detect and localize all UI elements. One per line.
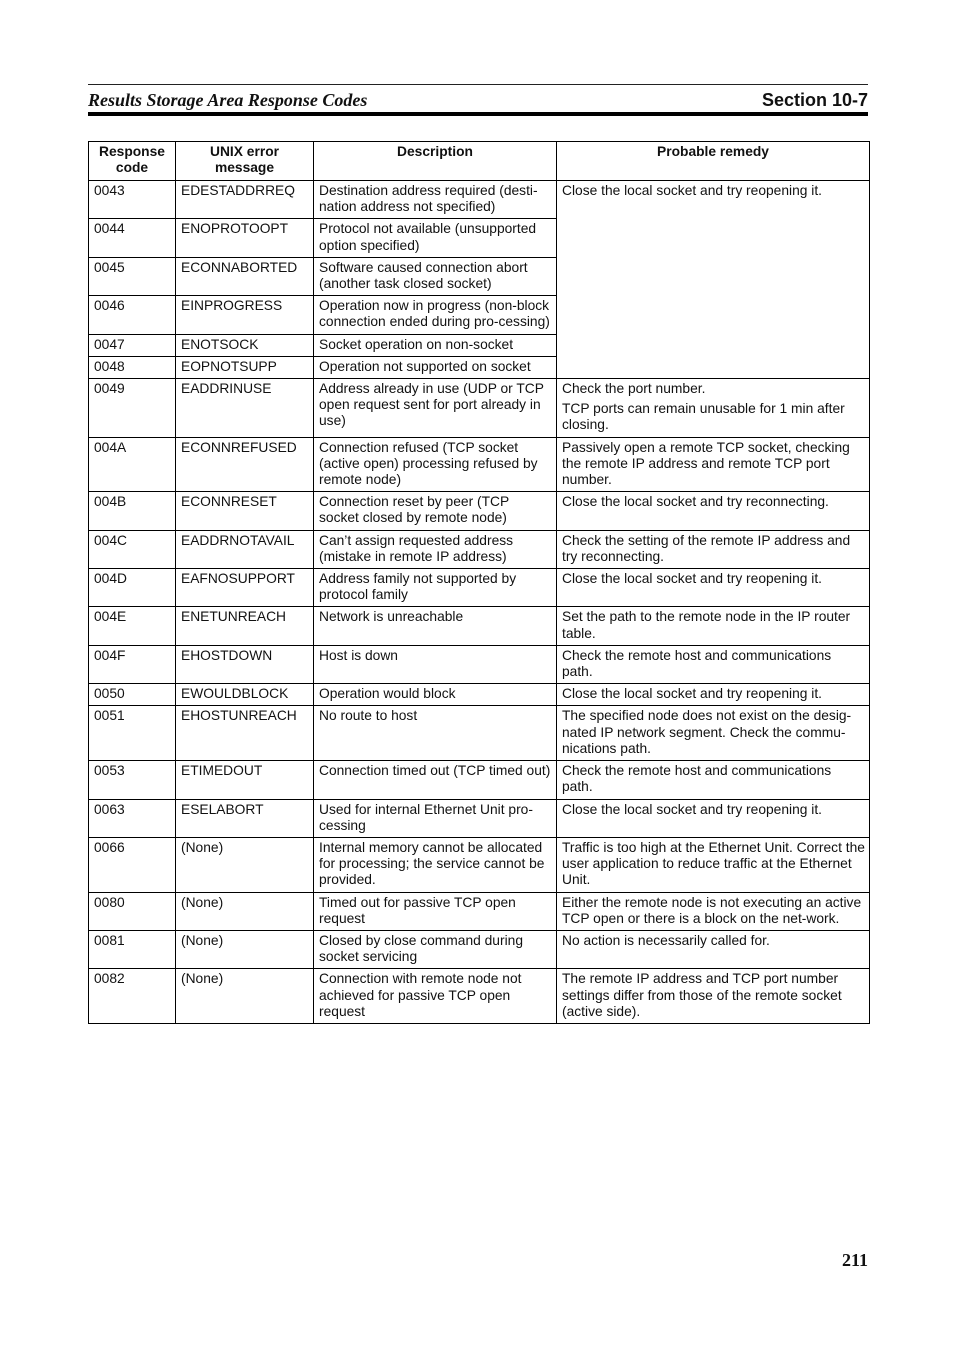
cell-description: Protocol not available (unsupported option specified) [314,219,557,257]
table-row [89,837,870,892]
cell-description: Operation not supported on socket [314,356,557,378]
cell-description: Connection with remote node not achieved for passive TCP open request [314,969,557,1024]
cell-unix: EHOSTUNREACH [176,706,314,761]
table-row [89,607,870,645]
cell-unix: ESELABORT [176,799,314,837]
cell-remedy: The remote IP address and TCP port number settings differ from those of the remote socket (active side). [557,969,870,1024]
cell-description: Destination address required (desti-nation address not specified) [314,181,557,219]
cell-remedy [557,379,870,438]
cell-unix: ECONNRESET [176,492,314,530]
cell-code: 004A [89,437,176,492]
cell-description: Network is unreachable [314,607,557,645]
cell-code: 0081 [89,930,176,968]
table-row [89,706,870,761]
table-row [89,761,870,799]
cell-unix: ENOPROTOOPT [176,219,314,257]
cell-code: 004D [89,569,176,607]
column-header-probable-remedy: Probable remedy [557,142,870,181]
cell-description: Address family not supported by protocol family [314,569,557,607]
cell-unix: (None) [176,969,314,1024]
cell-code: 0049 [89,379,176,438]
cell-remedy: Close the local socket and try reopening it. [557,799,870,837]
cell-description: Host is down [314,645,557,683]
cell-remedy: Passively open a remote TCP socket, checking the remote IP address and remote TCP port number. [557,437,870,492]
table-row [89,799,870,837]
cell-unix: EADDRNOTAVAIL [176,530,314,568]
cell-description: Connection refused (TCP socket (active open) processing refused by remote node) [314,437,557,492]
table-row [89,437,870,492]
table-row [89,379,870,438]
cell-remedy: Close the local socket and try reopening it. [557,569,870,607]
cell-description: Timed out for passive TCP open request [314,892,557,930]
cell-code: 0045 [89,257,176,295]
cell-code: 004C [89,530,176,568]
cell-code: 0043 [89,181,176,219]
table-row [89,530,870,568]
cell-description: Connection timed out (TCP timed out) [314,761,557,799]
response-codes-table [88,141,870,1024]
remedy-line: Check the port number. [562,381,706,397]
cell-unix: (None) [176,892,314,930]
cell-unix: ECONNABORTED [176,257,314,295]
cell-unix: ECONNREFUSED [176,437,314,492]
cell-code: 0082 [89,969,176,1024]
cell-unix: EADDRINUSE [176,379,314,438]
remedy-line: TCP ports can remain unusable for 1 min after closing. [562,401,845,433]
cell-remedy: Close the local socket and try reconnecting. [557,492,870,530]
cell-remedy: Check the remote host and communications path. [557,645,870,683]
cell-code: 0051 [89,706,176,761]
cell-description: Can’t assign requested address (mistake in remote IP address) [314,530,557,568]
cell-description: Internal memory cannot be allocated for processing; the service cannot be provided. [314,837,557,892]
cell-remedy: Either the remote node is not executing an active TCP open or there is a block on the net-work. [557,892,870,930]
cell-unix: ENOTSOCK [176,334,314,356]
cell-code: 0048 [89,356,176,378]
table-row [89,930,870,968]
cell-code: 0080 [89,892,176,930]
cell-unix: ETIMEDOUT [176,761,314,799]
table-row [89,892,870,930]
cell-remedy: The specified node does not exist on the desig-nated IP network segment. Check the commu-nications path. [557,706,870,761]
cell-remedy: Traffic is too high at the Ethernet Unit. Correct the user application to reduce traffic at the Ethernet Unit. [557,837,870,892]
running-header-title: Results Storage Area Response Codes [88,90,368,110]
cell-unix: ENETUNREACH [176,607,314,645]
cell-description: Used for internal Ethernet Unit pro-cessing [314,799,557,837]
cell-unix: (None) [176,930,314,968]
header-rule [88,112,868,116]
table-row [89,492,870,530]
cell-code: 0046 [89,296,176,334]
cell-remedy: Close the local socket and try reopening it. [557,684,870,706]
cell-code: 004B [89,492,176,530]
cell-description: Socket operation on non-socket [314,334,557,356]
cell-unix: EDESTADDRREQ [176,181,314,219]
cell-unix: EWOULDBLOCK [176,684,314,706]
cell-code: 0050 [89,684,176,706]
table-row [89,969,870,1024]
cell-remedy: No action is necessarily called for. [557,930,870,968]
column-header-unix-error: UNIX error message [176,142,314,181]
cell-description: Connection reset by peer (TCP socket closed by remote node) [314,492,557,530]
cell-unix: EINPROGRESS [176,296,314,334]
cell-remedy: Set the path to the remote node in the IP router table. [557,607,870,645]
table-row [89,645,870,683]
table-row [89,569,870,607]
cell-remedy: Check the setting of the remote IP address and try reconnecting. [557,530,870,568]
cell-code: 004F [89,645,176,683]
top-rule [88,84,868,85]
cell-code: 0053 [89,761,176,799]
cell-unix: EAFNOSUPPORT [176,569,314,607]
page-number: 211 [841,1250,868,1270]
cell-description: Operation would block [314,684,557,706]
cell-remedy: Close the local socket and try reopening it. [557,181,870,379]
column-header-description: Description [314,142,557,181]
cell-code: 004E [89,607,176,645]
cell-unix: (None) [176,837,314,892]
cell-code: 0044 [89,219,176,257]
cell-unix: EHOSTDOWN [176,645,314,683]
cell-code: 0047 [89,334,176,356]
cell-description: Closed by close command during socket servicing [314,930,557,968]
column-header-response-code: Response code [89,142,176,181]
cell-description: Software caused connection abort (another task closed socket) [314,257,557,295]
cell-code: 0066 [89,837,176,892]
table-row [89,181,870,219]
cell-description: Operation now in progress (non-block connection ended during pro-cessing) [314,296,557,334]
cell-description: No route to host [314,706,557,761]
table-header-row [89,142,870,181]
running-header-section: Section 10-7 [761,90,868,110]
cell-description: Address already in use (UDP or TCP open request sent for port already in use) [314,379,557,438]
cell-code: 0063 [89,799,176,837]
table-row [89,684,870,706]
cell-remedy: Check the remote host and communications path. [557,761,870,799]
cell-unix: EOPNOTSUPP [176,356,314,378]
